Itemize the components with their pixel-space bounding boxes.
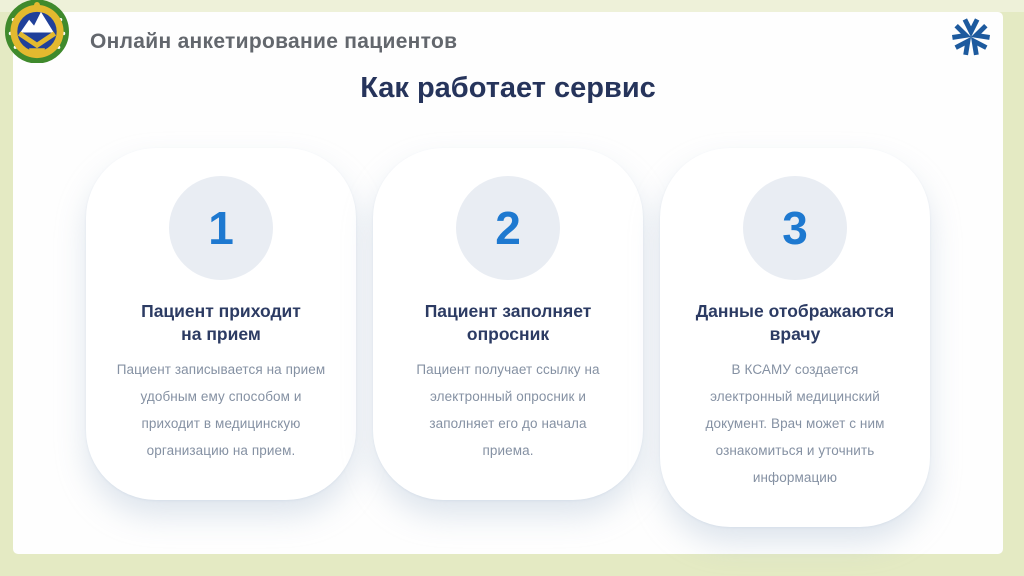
step-1-number: 1 [208, 202, 234, 254]
step-2-number-badge [456, 176, 560, 280]
step-2-number: 2 [495, 202, 521, 254]
step-3-number: 3 [782, 202, 808, 254]
step-heading-line: опросник [466, 324, 550, 345]
step-heading-line: Данные отображаются [695, 301, 895, 321]
step-heading-line: на прием [181, 324, 261, 345]
steps-row [13, 148, 1003, 527]
page-title: Онлайн анкетирование пациентов [90, 30, 458, 53]
step-heading-line: Пациент заполняет [424, 301, 592, 321]
step-1-number-badge [169, 176, 273, 280]
ksamu-star-icon [949, 15, 993, 59]
content-panel [13, 12, 1003, 554]
step-1-heading [121, 300, 321, 346]
coat-of-arms-icon [4, 0, 70, 63]
step-1-body: Пациент записывается на прием удобным ему способом и приходит в медицинскую организацию на прием. [116, 362, 326, 459]
step-3-number-badge [743, 176, 847, 280]
step-card-3 [660, 148, 930, 527]
step-card-1 [86, 148, 356, 500]
step-card-2 [373, 148, 643, 500]
step-heading-line: Пациент приходит [141, 301, 301, 321]
step-3-heading [695, 300, 895, 346]
step-2-body: Пациент получает ссылку на электронный опросник и заполняет его до начала приема. [416, 362, 600, 459]
step-heading-line: врачу [769, 324, 821, 345]
slide-title: Как работает сервис [360, 72, 656, 104]
top-strip [0, 0, 1024, 12]
step-2-heading [408, 300, 608, 346]
step-3-body: В КСАМУ создается электронный медицинский документ. Врач может с ним ознакомиться и уточнить информацию [705, 362, 885, 486]
